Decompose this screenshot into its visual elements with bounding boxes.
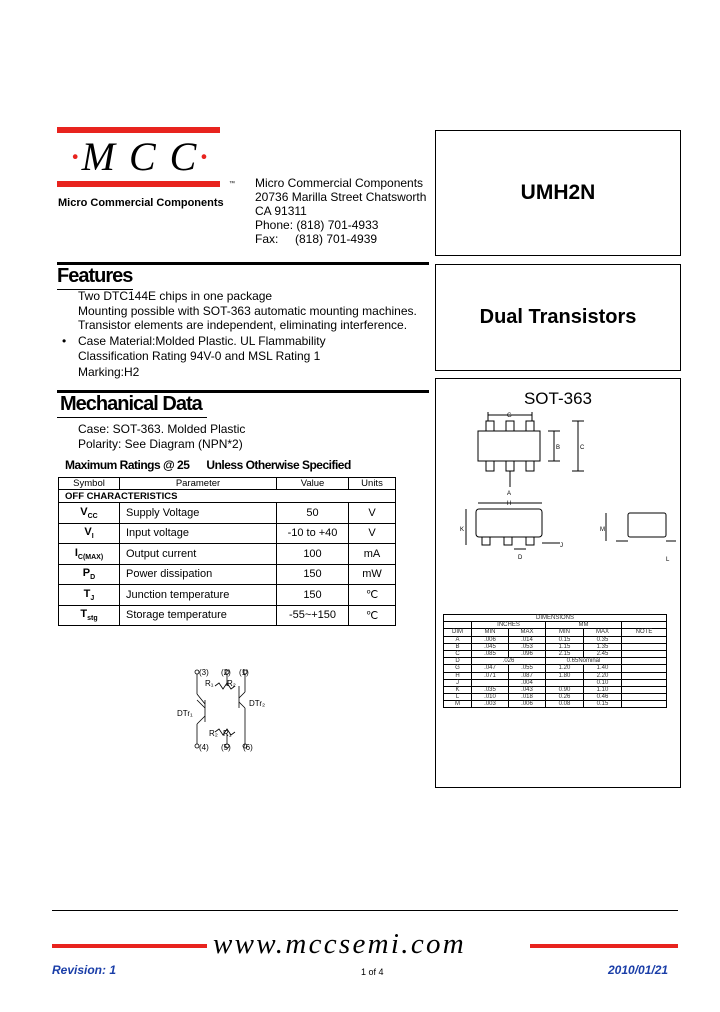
table-row: G .047 .055 1.20 1.40 (444, 665, 667, 672)
footer-red-bar-right (530, 944, 678, 948)
logo-bottom-bar (57, 181, 220, 187)
table-row: $P_D$ Power dissipation 150 mW (59, 564, 396, 585)
inches-header: INCHES (472, 622, 546, 629)
bullet: • (62, 334, 67, 348)
package-drawing (436, 409, 682, 629)
dim-label-c: C (580, 445, 585, 451)
feature-item: Two DTC144E chips in one package (78, 289, 273, 303)
mechanical-underline (57, 417, 207, 418)
dim-label-d: D (518, 555, 523, 561)
r1-label-bottom: R₁ (223, 729, 232, 738)
table-row: $T_J$ Junction temperature 150 ℃ (59, 585, 396, 606)
table-row: $T_{stg}$ Storage temperature -55~+150 ℃ (59, 605, 396, 626)
date: 2010/01/21 (608, 963, 669, 977)
dim-label-b: B (556, 445, 561, 451)
part-number: UMH2N (435, 130, 681, 256)
dimensions-title: DIMENSIONS (444, 615, 667, 622)
table-row: D .026 0.65Nominal (444, 658, 667, 665)
dtr2-label: DTr₂ (249, 699, 266, 708)
dim-label-m: M (600, 527, 605, 533)
website[interactable]: www.mccsemi.com (213, 928, 467, 960)
dim-label-l: L (666, 557, 670, 563)
package-title: SOT-363 (523, 389, 593, 408)
table-row: $V_I$ Input voltage -10 to +40 V (59, 523, 396, 544)
footer-red-bar-left (52, 944, 207, 948)
off-characteristics: OFF CHARACTERISTICS (59, 490, 396, 503)
pin-6: (6) (243, 743, 253, 752)
table-row: C .085 .096 2.15 2.45 (444, 650, 667, 657)
dtr1-label: DTr₁ (177, 709, 193, 718)
feature-item: Marking:H2 (78, 365, 140, 379)
dim-label-g: G (507, 413, 512, 419)
table-row: $I_{C(MAX)}$ Output current 100 mA (59, 544, 396, 565)
table-row: A .006 .014 0.15 0.35 (444, 636, 667, 643)
feature-item: Mounting possible with SOT-363 automatic mounting machines. (78, 303, 417, 318)
dim-label-k: K (460, 527, 465, 533)
dim-label-h: H (507, 501, 512, 507)
table-row: H .071 .087 1.80 2.20 (444, 672, 667, 679)
phone: Phone: (818) 701-4933 (255, 218, 379, 232)
pin-4: (4) (199, 743, 209, 752)
pin-3: (3) (199, 668, 209, 677)
pin-5: (5) (221, 743, 231, 752)
company-address (255, 176, 426, 246)
pin-1: (1) (239, 668, 249, 677)
equivalent-circuit-diagram (175, 664, 285, 754)
logo-subtitle: Micro Commercial Components (58, 197, 224, 209)
fax: Fax: (818) 701-4939 (255, 232, 378, 246)
table-row: M .003 .006 0.08 0.15 (444, 701, 667, 708)
r1-label: R₁ (205, 679, 214, 688)
r2-label-bottom: R₂ (209, 729, 218, 738)
ratings-title: Maximum Ratings @ 25 Unless Otherwise Specified (65, 458, 351, 472)
dimensions-table: DIMENSIONS INCHES MM DIM MIN MAX MIN MAX NOTE A .006 .014 0.15 0.35 B .045 .053 1.15 1.35 C .085 .096 2.15 2.45 D .026 0.65Nominal G .047 .055 1.20 1.40 H .071 .087 1.80 2.20 J .004 0.10 K .035 .043 0.90 1.10 L .010 .018 0.26 0.46 M .003 .006 0.08 0.15 (443, 614, 667, 708)
r2-label: R₂ (227, 679, 236, 688)
ratings-table: Symbol Parameter Value Units OFF CHARACTERISTICS $V_{CC}$ Supply Voltage 50 V $V_I$ Input voltage -10 to +40 V $I_{C(MAX)}$ Output current 100 mA $P_D$ Power dissipation 150 mW $T_J$ Junction temperature 150 ℃ $T_{stg}$ Storage temperature -55~+150 ℃ (58, 477, 396, 626)
mechanical-polarity: Polarity: See Diagram (NPN*2) (78, 436, 243, 451)
street: 20736 Marilla Street Chatsworth (255, 190, 427, 204)
company-name: Micro Commercial Components (255, 176, 424, 190)
mechanical-heading: Mechanical Data (60, 393, 202, 415)
page-number: 1 of 4 (361, 967, 384, 977)
package-box (435, 378, 681, 788)
features-heading: Features (57, 265, 133, 287)
table-row: B .045 .053 1.15 1.35 (444, 643, 667, 650)
revision: Revision: 1 (52, 963, 117, 977)
footer-rule (52, 910, 678, 911)
mm-header: MM (546, 622, 622, 629)
trademark: ™ (229, 181, 235, 187)
table-row: $V_{CC}$ Supply Voltage 50 V (59, 503, 396, 524)
pin-2: (2) (221, 668, 231, 677)
logo: ·M C C· (69, 134, 211, 179)
table-row: L .010 .018 0.26 0.46 (444, 694, 667, 701)
table-row: J .004 0.10 (444, 679, 667, 686)
table-row: K .035 .043 0.90 1.10 (444, 686, 667, 693)
mechanical-case: Case: SOT-363. Molded Plastic (78, 422, 246, 436)
feature-item: Case Material:Molded Plastic. UL Flammability (78, 334, 326, 348)
dim-label-j: J (560, 543, 563, 549)
dim-label-a: A (507, 491, 512, 497)
city: CA 91311 (255, 204, 307, 218)
feature-item: Classification Rating 94V-0 and MSL Rating 1 (78, 348, 321, 363)
feature-item: Transistor elements are independent, eliminating interference. (78, 318, 408, 332)
part-description: Dual Transistors (435, 264, 681, 371)
